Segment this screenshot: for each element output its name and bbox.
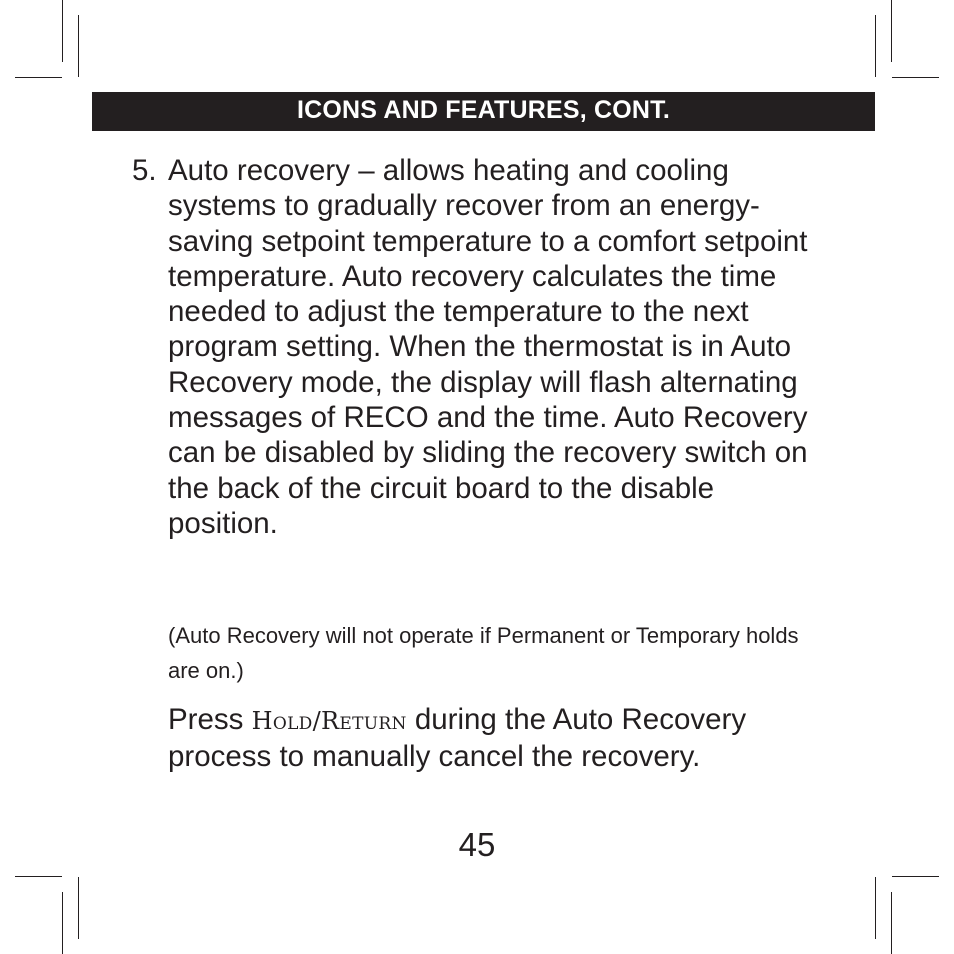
crop-mark-top-left-horizontal xyxy=(15,77,62,78)
list-item-text: Auto recovery – allows heating and cooling systems to gradually recover from an energy-saving setpoint temperature to a comfort setpoint temperature. Auto recovery calculates the time needed to adjust the temperature to the next program setting. When the thermostat is in Auto Recovery mode, the display will flash alternating messages of RECO and the time. Auto Recovery can be disabled by sliding the recovery switch on the back of the circuit board to the disable position. xyxy=(168,154,808,540)
crop-mark-bottom-left-inner xyxy=(78,877,79,939)
crop-mark-top-right-inner xyxy=(875,15,876,77)
section-header-title: ICONS AND FEATURES, CONT. xyxy=(296,96,671,124)
crop-mark-bottom-right-outer xyxy=(891,892,892,954)
crop-mark-top-right-horizontal xyxy=(892,77,939,78)
crop-mark-top-left-inner xyxy=(78,15,79,77)
crop-mark-bottom-left-horizontal xyxy=(15,876,62,877)
crop-mark-bottom-right-horizontal xyxy=(892,876,939,877)
crop-mark-bottom-left-outer xyxy=(62,892,63,954)
list-item-number: 5. xyxy=(132,154,157,187)
crop-mark-top-right-outer xyxy=(891,0,892,62)
press-suffix: during the Auto Recovery process to manually cancel the recovery. xyxy=(168,703,747,774)
list-item-auto-recovery xyxy=(132,153,832,541)
press-prefix: Press xyxy=(168,703,244,736)
hold-return-key-label: Hold/Return xyxy=(251,707,407,735)
page-number: 45 xyxy=(458,826,496,863)
crop-mark-bottom-right-inner xyxy=(875,877,876,939)
note-text: (Auto Recovery will not operate if Permanent or Temporary holds are on.) xyxy=(168,623,799,683)
press-instruction xyxy=(168,702,828,775)
crop-mark-top-left-outer xyxy=(62,0,63,62)
section-header xyxy=(92,92,875,131)
